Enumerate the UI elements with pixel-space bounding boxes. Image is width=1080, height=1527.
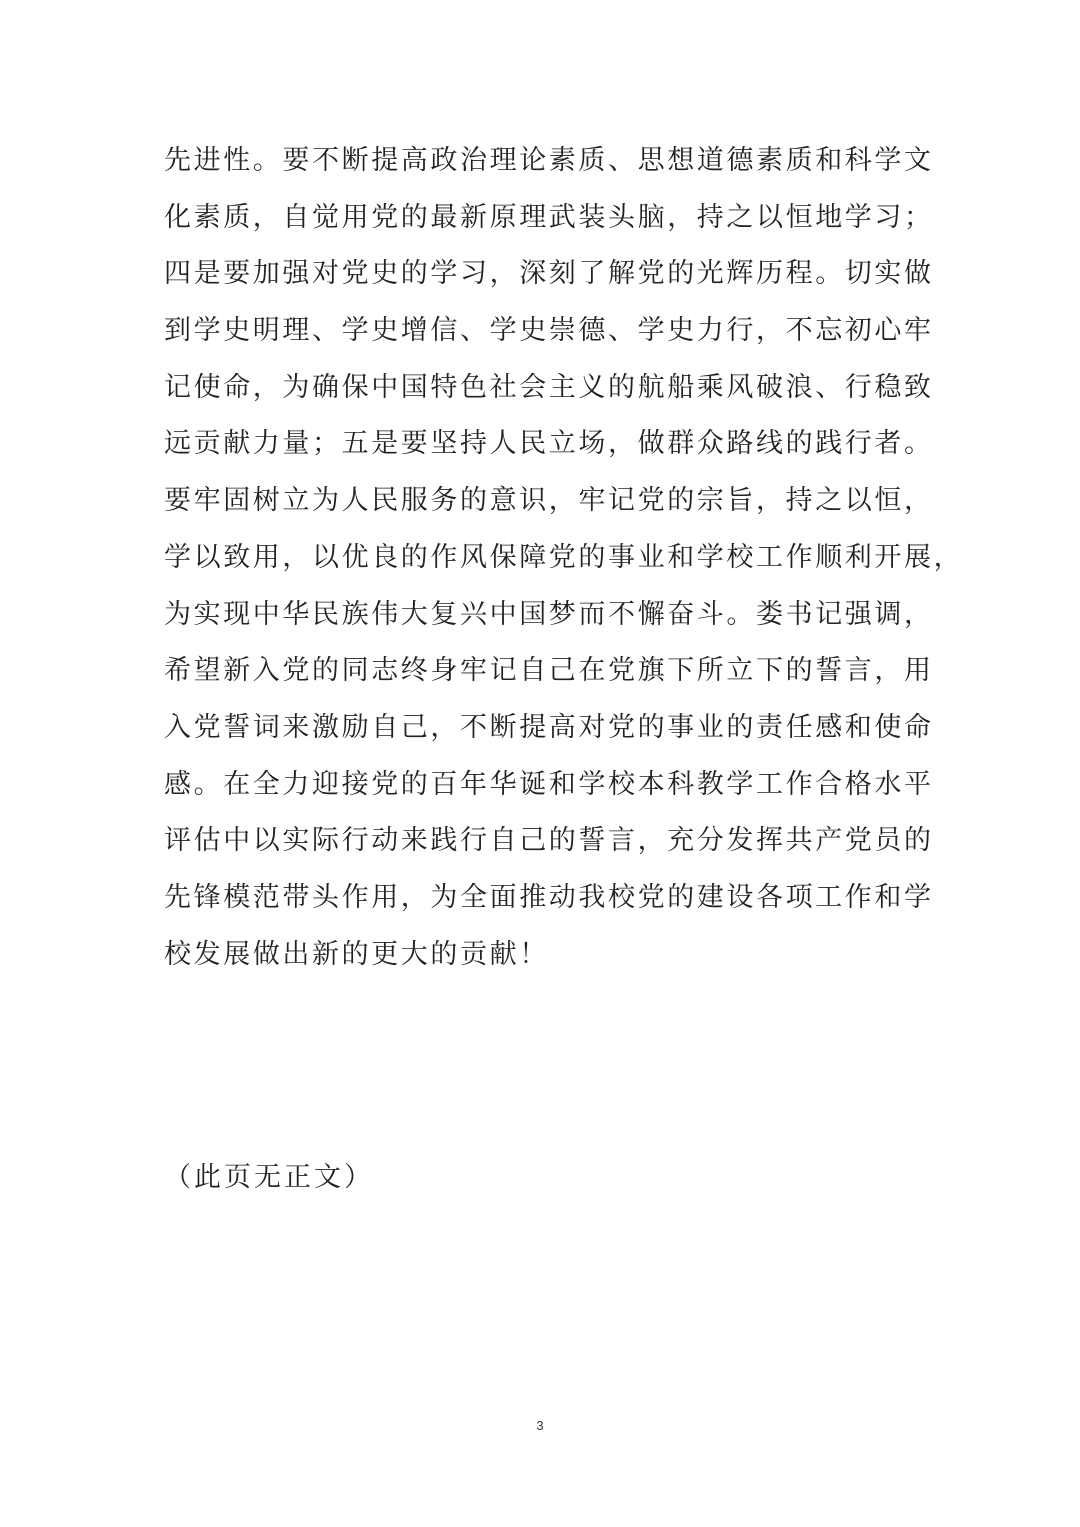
text-line: 要牢固树立为人民服务的意识，牢记党的宗旨，持之以恒， bbox=[164, 485, 934, 517]
text-line: 到学史明理、学史增信、学史崇德、学史力行，不忘初心牢 bbox=[164, 315, 934, 347]
text-line: 为实现中华民族伟大复兴中国梦而不懈奋斗。娄书记强调， bbox=[164, 598, 934, 630]
text-line: 记使命，为确保中国特色社会主义的航船乘风破浪、行稳致 bbox=[164, 371, 934, 403]
no-body-note: （此页无正文） bbox=[164, 1162, 374, 1193]
body-text bbox=[164, 133, 964, 983]
text-line: 远贡献力量；五是要坚持人民立场，做群众路线的践行者。 bbox=[164, 428, 934, 460]
text-line: 校发展做出新的更大的贡献！ bbox=[164, 938, 549, 970]
text-line: 四是要加强对党史的学习，深刻了解党的光辉历程。切实做 bbox=[164, 258, 934, 290]
text-line: 先进性。要不断提高政治理论素质、思想道德素质和科学文 bbox=[164, 145, 934, 176]
text-line: 学以致用，以优良的作风保障党的事业和学校工作顺利开展， bbox=[164, 541, 964, 573]
page-number: 3 bbox=[536, 1418, 544, 1433]
text-line: 入党誓词来激励自己，不断提高对党的事业的责任感和使命 bbox=[164, 711, 934, 743]
text-line: 评估中以实际行动来践行自己的誓言，充分发挥共产党员的 bbox=[164, 825, 934, 857]
text-line: 感。在全力迎接党的百年华诞和学校本科教学工作合格水平 bbox=[164, 768, 934, 800]
text-line: 先锋模范带头作用，为全面推动我校党的建设各项工作和学 bbox=[164, 881, 934, 913]
text-line: 希望新入党的同志终身牢记自己在党旗下所立下的誓言，用 bbox=[164, 655, 934, 687]
text-line: 化素质，自觉用党的最新原理武装头脑，持之以恒地学习； bbox=[164, 201, 934, 233]
